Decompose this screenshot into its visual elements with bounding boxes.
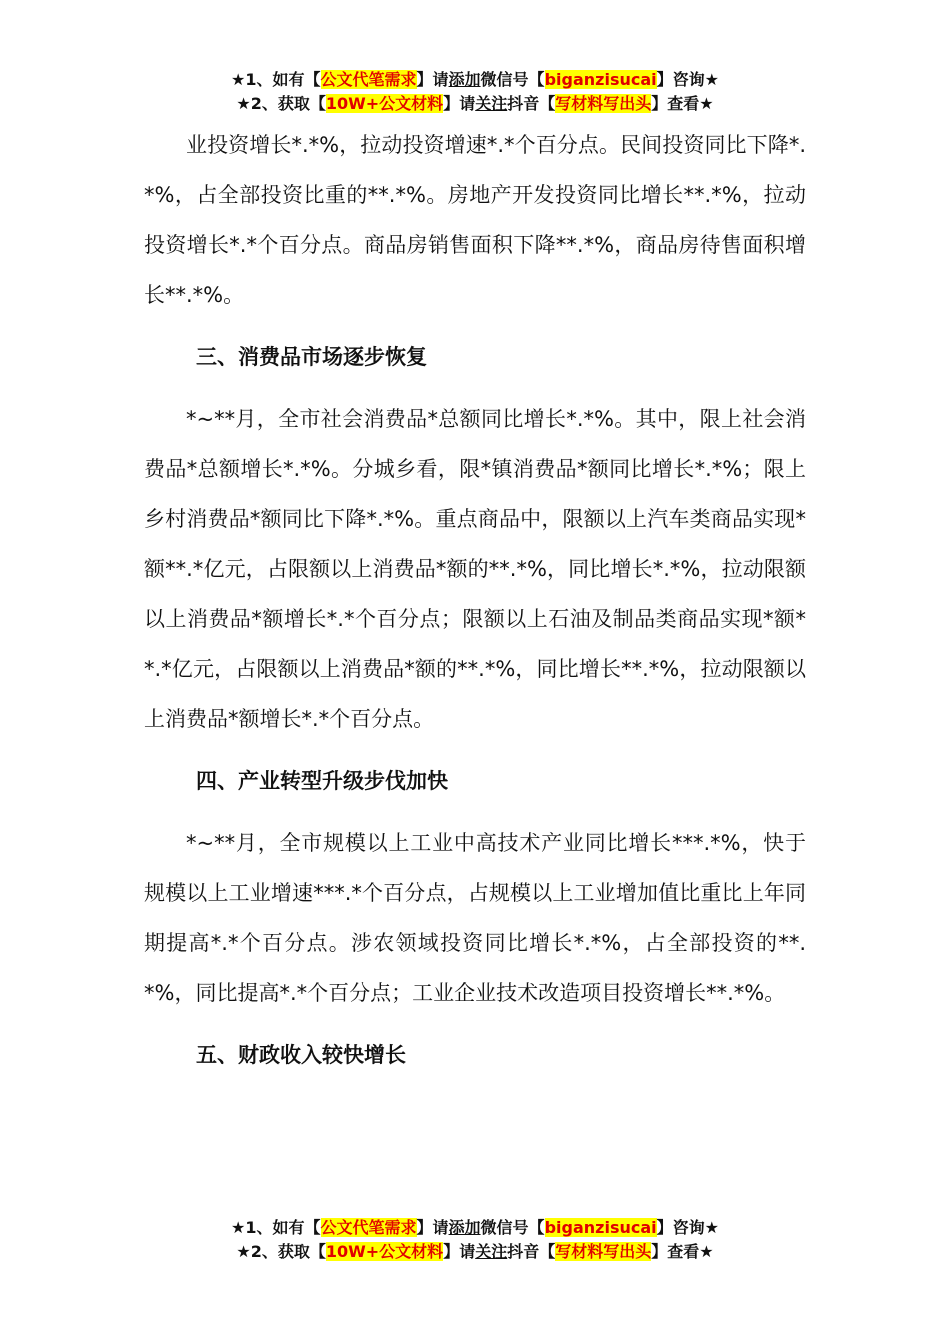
footer-banner-line-1 [0, 1216, 950, 1240]
banner-text: 抖音【 [507, 1242, 556, 1261]
banner-text: 抖音【 [507, 94, 556, 113]
banner-text: ★2、获取【 [236, 94, 326, 113]
banner-text: 】请 [443, 94, 476, 113]
header-banner [0, 68, 950, 116]
header-banner-line-1 [0, 68, 950, 92]
banner-text: 微信号【 [480, 1218, 545, 1237]
banner-highlight: 写材料写出头 [555, 1242, 652, 1261]
banner-text: 】请 [416, 70, 449, 89]
banner-text: 】请 [416, 1218, 449, 1237]
banner-text: ★2、获取【 [236, 1242, 326, 1261]
banner-highlight: 10W+公文材料 [325, 94, 444, 113]
banner-text: 】咨询★ [656, 70, 719, 89]
banner-text: 微信号【 [480, 70, 545, 89]
footer-banner [0, 1216, 950, 1264]
banner-underlined: 关注 [475, 94, 508, 113]
banner-text: 】咨询★ [656, 1218, 719, 1237]
banner-highlight: biganzisucai [544, 70, 657, 89]
banner-highlight: biganzisucai [544, 1218, 657, 1237]
document-body [144, 120, 806, 1080]
section-heading-3: 三、消费品市场逐步恢复 [196, 345, 427, 369]
banner-text: 】查看★ [651, 1242, 714, 1261]
paragraph-industry: *~**月，全市规模以上工业中高技术产业同比增长***.*%，快于规模以上工业增速***.*个百分点，占规模以上工业增加值比重比上年同期提高*.*个百分点。涉农领域投资同比增长*.*%，占全部投资的**.*%，同比提高*.*个百分点；工业企业技术改造项目投资增长**.*%。 [144, 831, 806, 1005]
banner-highlight: 写材料写出头 [555, 94, 652, 113]
paragraph-consumption: *~**月，全市社会消费品*总额同比增长*.*%。其中，限上社会消费品*总额增长*.*%。分城乡看，限*镇消费品*额同比增长*.*%；限上乡村消费品*额同比下降*.*%。重点商品中，限额以上汽车类商品实现*额**.*亿元，占限额以上消费品*额的**.*%，同比增长*.*%，拉动限额以上消费品*额增长*.*个百分点；限额以上石油及制品类商品实现*额**.*亿元，占限额以上消费品*额的**.*%，同比增长**.*%，拉动限额以上消费品*额增长*.*个百分点。 [144, 407, 806, 731]
banner-highlight: 公文代笔需求 [320, 70, 417, 89]
header-banner-line-2 [0, 92, 950, 116]
banner-text: ★1、如有【 [231, 1218, 321, 1237]
section-heading-4: 四、产业转型升级步伐加快 [196, 769, 448, 793]
banner-highlight: 公文代笔需求 [320, 1218, 417, 1237]
footer-banner-line-2 [0, 1240, 950, 1264]
banner-underlined: 添加 [448, 1218, 481, 1237]
banner-highlight: 10W+公文材料 [325, 1242, 444, 1261]
paragraph-investment: 业投资增长*.*%，拉动投资增速*.*个百分点。民间投资同比下降*.*%，占全部投资比重的**.*%。房地产开发投资同比增长**.*%，拉动投资增长*.*个百分点。商品房销售面积下降**.*%，商品房待售面积增长**.*%。 [144, 133, 806, 307]
banner-text: ★1、如有【 [231, 70, 321, 89]
banner-underlined: 关注 [475, 1242, 508, 1261]
banner-underlined: 添加 [448, 70, 481, 89]
banner-text: 】请 [443, 1242, 476, 1261]
section-heading-5: 五、财政收入较快增长 [196, 1043, 406, 1067]
banner-text: 】查看★ [651, 94, 714, 113]
